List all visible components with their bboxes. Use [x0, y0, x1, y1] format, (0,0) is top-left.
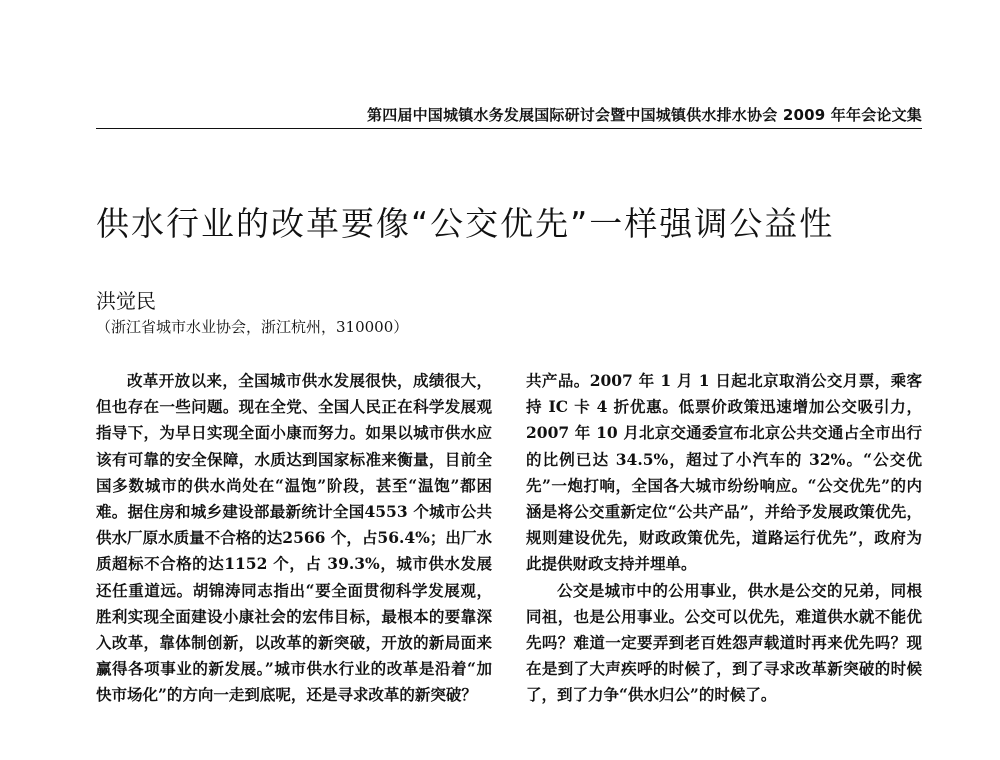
paper-title: 供水行业的改革要像“公交优先”一样强调公益性 [96, 204, 835, 243]
body-paragraph-3: 公交是城市中的公用事业，供水是公交的兄弟，同根同祖，也是公用事业。公交可以优先，难道供水就不能优先吗？难道一定要弄到老百姓怨声载道时再来优先吗？现在是到了大声疾呼的时候了，到了寻求改革新突破的时候了，到了力争“供水归公”的时候了。 [526, 580, 922, 705]
running-header: 第四届中国城镇水务发展国际研讨会暨中国城镇供水排水协会 2009 年年会论文集 [367, 106, 922, 124]
left-column [96, 368, 492, 709]
header-rule [96, 128, 922, 129]
right-column [526, 368, 922, 709]
author-name: 洪觉民 [96, 289, 156, 313]
body-paragraph-2: 共产品。2007 年 1 月 1 日起北京取消公交月票，乘客持 IC 卡 4 折优惠。低票价政策迅速增加公交吸引力，2007 年 10 月北京交通委宣布北京公共交通占全市出行的比例已达 34.5%，超过了小汽车的 32%。“公交优先”一炮打响，全国各大城市纷纷响应。“公交优先”的内涵是将公交重新定位“公共产品”，并给予发展政策优先，规则建设优先，财政政策优先，道路运行优先”，政府为此提供财政支持并埋单。 [526, 371, 922, 574]
body-paragraph-1: 改革开放以来，全国城市供水发展很快，成绩很大，但也存在一些问题。现在全党、全国人民正在科学发展观指导下，为早日实现全面小康而努力。如果以城市供水应该有可靠的安全保障，水质达到国家标准来衡量，目前全国多数城市的供水尚处在“温饱”阶段，甚至“温饱”都困难。据住房和城乡建设部最新统计全国4553 个城市公共供水厂原水质量不合格的达2566 个，占56.4%；出厂水质超标不合格的达1152 个，占 39.3%，城市供水发展还任重道远。胡锦涛同志指出“要全面贯彻科学发展观，胜利实现全面建设小康社会的宏伟目标，最根本的要靠深入改革，靠体制创新，以改革的新突破，开放的新局面来赢得各项事业的新发展。”城市供水行业的改革是沿着“加快市场化”的方向一走到底呢，还是寻求改革的新突破？ [96, 371, 492, 705]
author-affiliation: （浙江省城市水业协会，浙江杭州，310000） [96, 318, 409, 336]
